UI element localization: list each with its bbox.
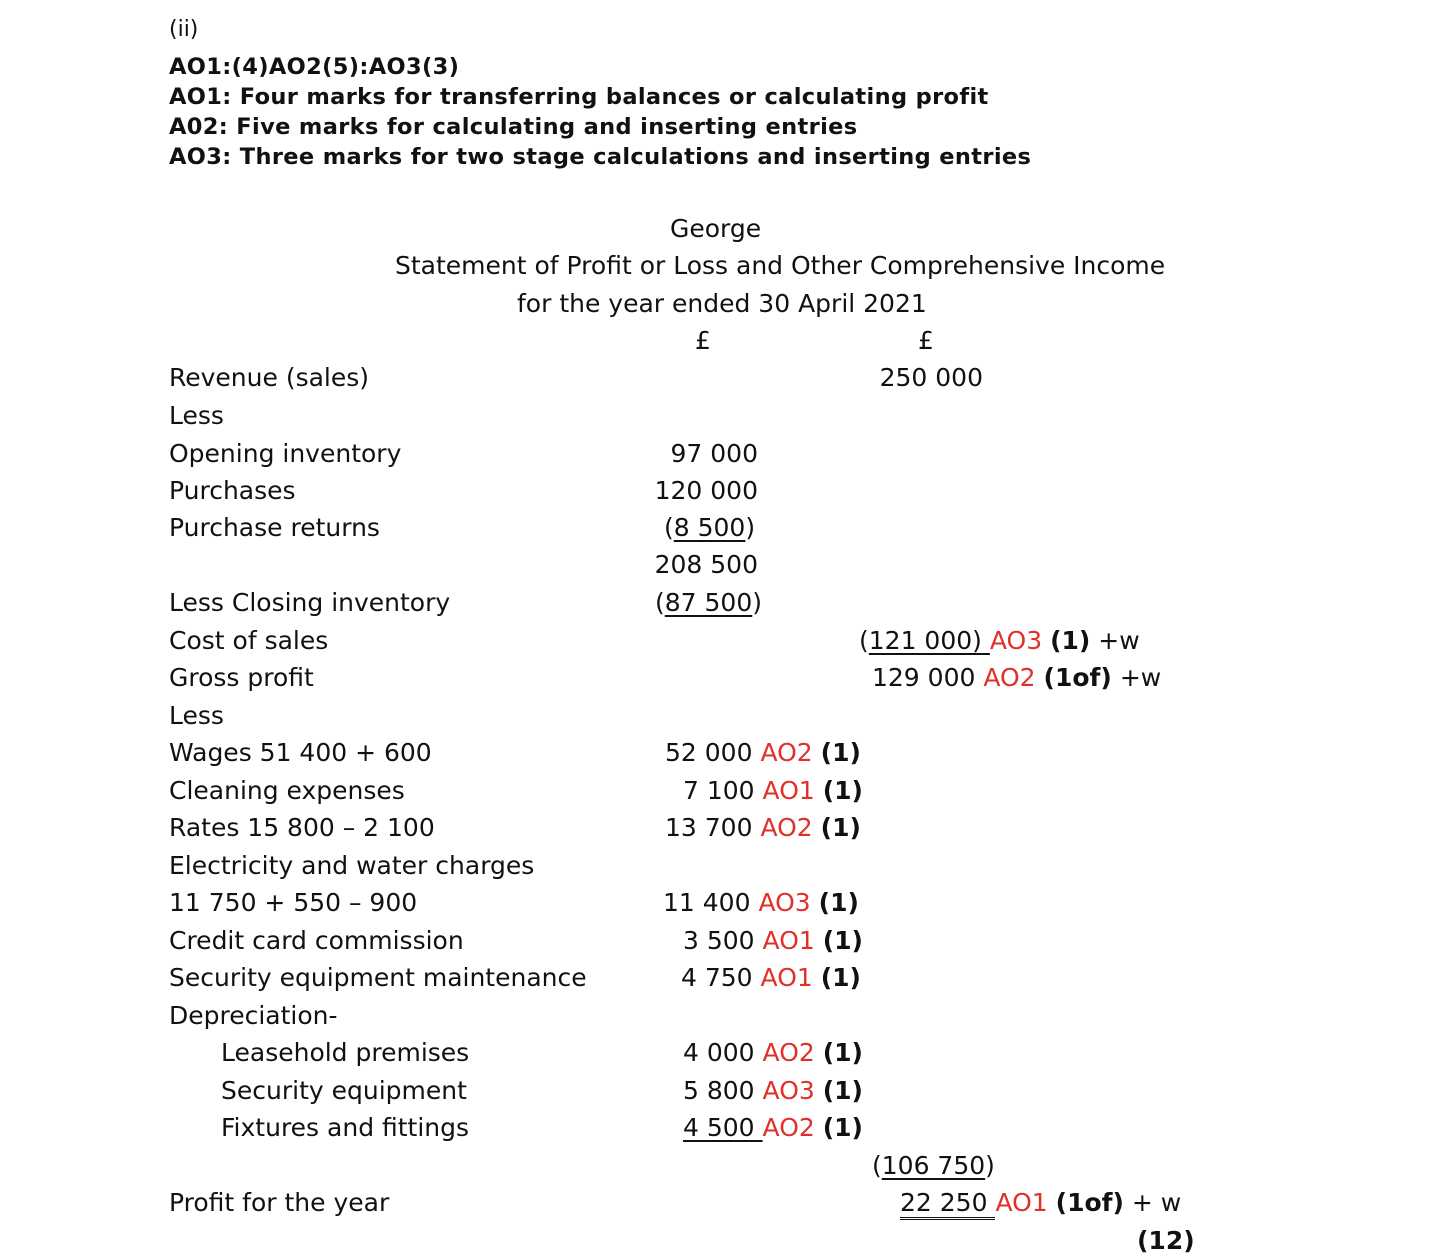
total-marks: (12) (1137, 1226, 1195, 1255)
col2-currency: £ (918, 326, 934, 355)
wages-label: Wages 51 400 + 600 (169, 738, 432, 767)
electricity-calc-label: 11 750 + 550 – 900 (169, 888, 418, 917)
wages-value (665, 734, 861, 771)
electricity-value (663, 884, 859, 921)
cleaning-label: Cleaning expenses (169, 776, 405, 805)
ao1-description: AO1: Four marks for transferring balances or calculating profit (169, 84, 989, 110)
profit-value (900, 1184, 1181, 1221)
rates-label: Rates 15 800 – 2 100 (169, 813, 435, 842)
mark-code: AO2 (762, 1113, 815, 1142)
mark-points: (1) (822, 1113, 863, 1142)
mark-code: AO2 (983, 663, 1036, 692)
mark-code: AO1 (995, 1188, 1048, 1217)
paren-close: ) (752, 588, 763, 617)
purchase-returns-value (664, 509, 755, 546)
closing-inventory-label: Less Closing inventory (169, 588, 451, 617)
purchases-value: 120 000 (654, 476, 758, 505)
ao2-description: A02: Five marks for calculating and inserting entries (169, 114, 858, 140)
profit-amount: 22 250 (900, 1188, 995, 1220)
security-maintenance-value (681, 959, 861, 996)
mark-code: AO3 (762, 1076, 815, 1105)
purchases-label: Purchases (169, 476, 296, 505)
dep-leasehold-value (683, 1034, 863, 1071)
statement-period: for the year ended 30 April 2021 (517, 289, 927, 318)
dep-fixtures-label: Fixtures and fittings (221, 1113, 470, 1142)
mark-extra: + w (1131, 1188, 1182, 1217)
statement-title: Statement of Profit or Loss and Other Comprehensive Income (395, 251, 1166, 280)
mark-points: (1) (820, 738, 861, 767)
mark-points: (1) (822, 1038, 863, 1067)
mark-code: AO1 (760, 963, 813, 992)
closing-inventory-amount: 87 500 (664, 588, 753, 617)
wages-amount: 52 000 (665, 738, 753, 767)
credit-card-amount: 3 500 (683, 926, 755, 955)
paren-open: ( (664, 513, 674, 542)
paren-open: ( (655, 588, 665, 617)
dep-fixtures-value (683, 1109, 863, 1146)
mark-split: AO1:(4)AO2(5):AO3(3) (169, 54, 460, 80)
ao3-description: AO3: Three marks for two stage calculations and inserting entries (169, 144, 1032, 170)
electricity-amount: 11 400 (663, 888, 751, 917)
paren-open: ( (872, 1151, 882, 1180)
cost-of-sales-value (859, 622, 1140, 659)
paren-close: ) (745, 513, 756, 542)
total-expenses-amount: 106 750 (881, 1151, 986, 1180)
gross-profit-amount: 129 000 (872, 663, 976, 692)
opening-inventory-label: Opening inventory (169, 439, 402, 468)
mark-code: AO2 (760, 738, 813, 767)
mark-code: AO2 (762, 1038, 815, 1067)
opening-inventory-value: 97 000 (670, 439, 758, 468)
col1-currency: £ (695, 326, 711, 355)
less-label: Less (169, 401, 224, 430)
security-maintenance-label: Security equipment maintenance (169, 963, 587, 992)
depreciation-label: Depreciation- (169, 1001, 338, 1030)
mark-code: AO3 (989, 626, 1043, 655)
paren-open: ( (859, 626, 869, 655)
cleaning-amount: 7 100 (683, 776, 755, 805)
mark-points: (1) (822, 926, 863, 955)
cleaning-value (683, 772, 863, 809)
dep-security-amount: 5 800 (683, 1076, 755, 1105)
mark-code: AO3 (758, 888, 811, 917)
electricity-label: Electricity and water charges (169, 851, 535, 880)
question-part: (ii) (169, 17, 199, 42)
profit-label: Profit for the year (169, 1188, 390, 1217)
less-label-2: Less (169, 701, 224, 730)
mark-extra: +w (1098, 626, 1140, 655)
revenue-value: 250 000 (879, 363, 983, 392)
rates-amount: 13 700 (665, 813, 753, 842)
mark-extra: +w (1119, 663, 1162, 692)
mark-code: AO1 (762, 926, 815, 955)
dep-leasehold-label: Leasehold premises (221, 1038, 470, 1067)
mark-points: (1of) (1043, 663, 1112, 692)
gross-profit-label: Gross profit (169, 663, 314, 692)
purchase-returns-label: Purchase returns (169, 513, 380, 542)
mark-points: (1of) (1055, 1188, 1124, 1217)
mark-points: (1) (822, 1076, 863, 1105)
credit-card-value (683, 922, 863, 959)
business-name: George (670, 214, 762, 243)
rates-value (665, 809, 861, 846)
mark-points: (1) (820, 813, 861, 842)
dep-security-value (683, 1072, 863, 1109)
credit-card-label: Credit card commission (169, 926, 464, 955)
closing-inventory-value (655, 584, 762, 621)
purchase-returns-amount: 8 500 (673, 513, 746, 542)
total-expenses-value (872, 1147, 995, 1184)
cost-of-sales-label: Cost of sales (169, 626, 329, 655)
mark-points: (1) (1050, 626, 1091, 655)
mark-code: AO1 (762, 776, 815, 805)
mark-points: (1) (820, 963, 861, 992)
dep-fixtures-amount: 4 500 (683, 1113, 763, 1142)
subtotal-value: 208 500 (654, 550, 758, 579)
mark-points: (1) (822, 776, 863, 805)
gross-profit-value (872, 659, 1161, 696)
mark-code: AO2 (760, 813, 813, 842)
cost-of-sales-amount: 121 000) (868, 626, 982, 655)
paren-close: ) (985, 1151, 995, 1180)
revenue-label: Revenue (sales) (169, 363, 370, 392)
mark-points: (1) (818, 888, 859, 917)
security-maintenance-amount: 4 750 (681, 963, 753, 992)
dep-security-label: Security equipment (221, 1076, 467, 1105)
dep-leasehold-amount: 4 000 (683, 1038, 755, 1067)
